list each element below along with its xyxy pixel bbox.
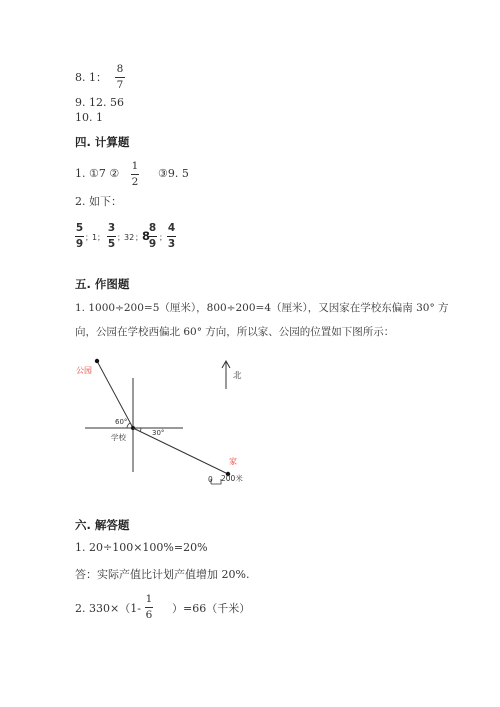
scale-distance-label: 200米 bbox=[221, 474, 243, 483]
fraction-numerator: 4 bbox=[167, 222, 176, 234]
word-problem-2-prefix: 2. 330×（1- bbox=[75, 602, 141, 615]
fraction-denominator: 9 bbox=[75, 237, 84, 250]
fraction-bar bbox=[145, 607, 153, 608]
angle-60-arc bbox=[127, 423, 130, 428]
word-problem-1-calculation: 1. 20÷100×100%=20% bbox=[75, 541, 208, 554]
word-problem-2-suffix: ）=66（千米） bbox=[172, 602, 251, 615]
calc-2-value-2: 32 bbox=[124, 233, 135, 242]
separator: ； bbox=[117, 233, 125, 242]
park-point bbox=[95, 359, 99, 363]
section-6-heading: 六. 解答题 bbox=[75, 518, 130, 532]
calc-2-value-1: 1 bbox=[92, 233, 98, 242]
scale-zero-label: 0 bbox=[208, 475, 213, 484]
fraction-denominator: 2 bbox=[131, 175, 139, 188]
word-problem-2-fraction bbox=[145, 594, 153, 620]
fraction-numerator: 8 bbox=[116, 63, 124, 75]
drawing-explanation-line-1: 1. 1000÷200=5（厘米），800÷200=4（厘米），又因家在学校东偏南 30° 方 bbox=[75, 302, 449, 314]
section-5-heading: 五. 作图题 bbox=[75, 277, 130, 291]
word-problem-1-answer: 答：实际产值比计划产值增加 20%. bbox=[75, 568, 250, 581]
answer-8-label: 8. 1： bbox=[75, 71, 107, 84]
fraction-numerator: 3 bbox=[107, 222, 116, 234]
separator: ； bbox=[85, 233, 93, 242]
angle-60-label: 60° bbox=[115, 418, 128, 426]
park-label: 公园 bbox=[76, 366, 92, 375]
home-direction-line bbox=[133, 428, 228, 474]
north-label: 北 bbox=[233, 371, 242, 381]
fraction-numerator: 8 bbox=[148, 222, 157, 234]
answer-10: 10. 1 bbox=[75, 111, 103, 124]
school-label: 学校 bbox=[111, 433, 126, 442]
calc-2-label: 2. 如下： bbox=[75, 195, 122, 208]
section-4-heading: 四. 计算题 bbox=[75, 135, 130, 149]
fraction-denominator: 7 bbox=[116, 78, 124, 91]
fraction-numerator: 5 bbox=[75, 222, 84, 234]
fraction-numerator: 1 bbox=[131, 160, 139, 172]
calc-2-whole-number: 8 bbox=[142, 229, 151, 243]
separator: ； bbox=[97, 233, 105, 242]
fraction-denominator: 6 bbox=[145, 608, 153, 621]
separator: ； bbox=[159, 233, 167, 242]
home-label: 家 bbox=[229, 457, 237, 466]
drawing-explanation-line-2: 向，公园在学校西偏北 60° 方向，所以家、公园的位置如下图所示： bbox=[75, 326, 395, 338]
answer-9: 9. 12. 56 bbox=[75, 96, 124, 109]
fraction-denominator: 9 bbox=[148, 237, 157, 250]
calc-1-prefix: 1. ①7 ② bbox=[75, 167, 120, 180]
fraction-denominator: 5 bbox=[107, 237, 116, 250]
fraction-denominator: 3 bbox=[167, 237, 176, 250]
calc-1-suffix: ③9. 5 bbox=[158, 167, 189, 180]
separator: ； bbox=[135, 233, 143, 242]
fraction-numerator: 1 bbox=[145, 593, 153, 605]
angle-30-label: 30° bbox=[152, 429, 165, 437]
